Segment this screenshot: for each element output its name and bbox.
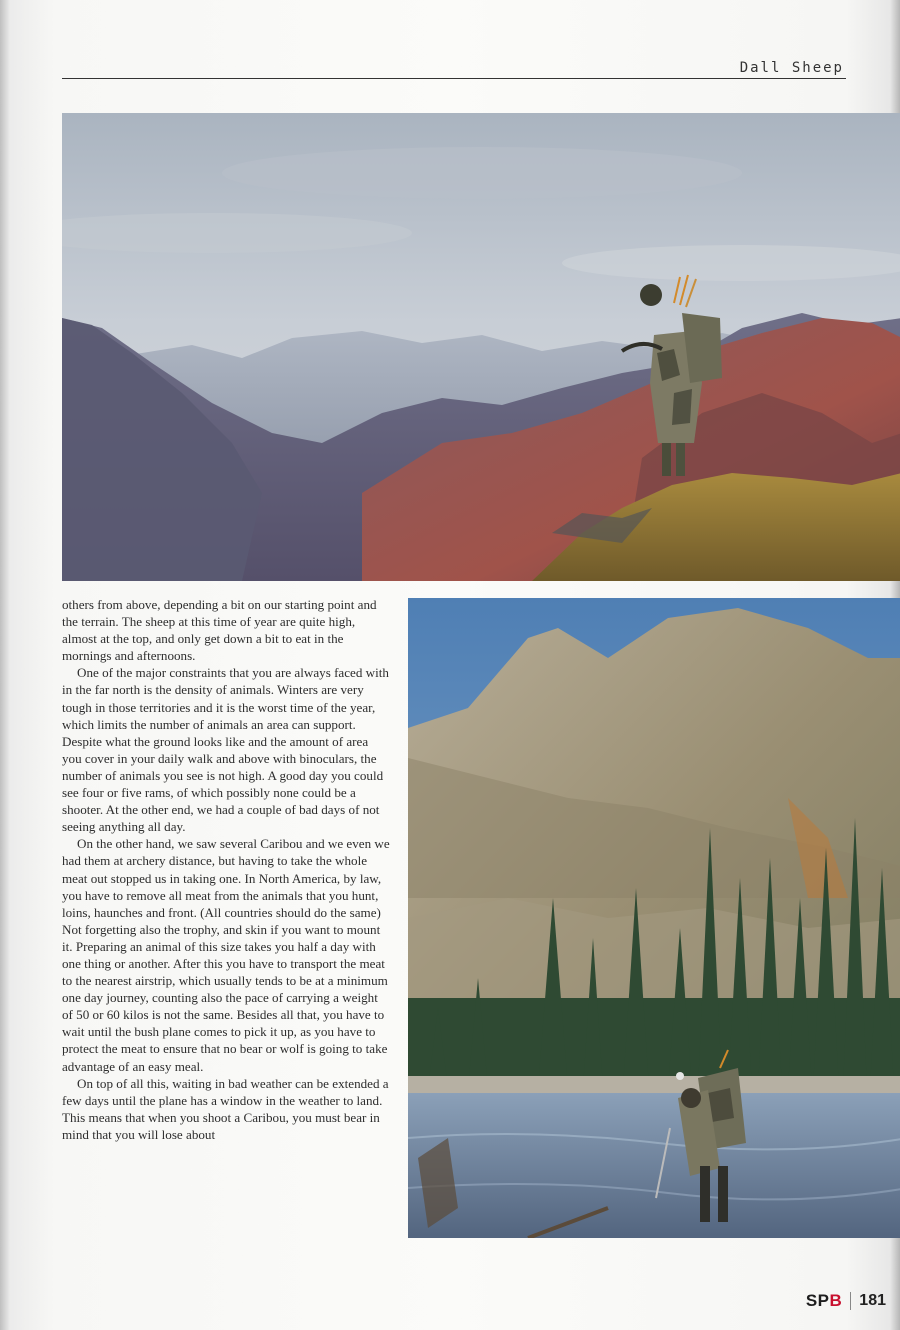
photo-bowhunter-on-ridge: [62, 113, 900, 581]
page-gutter-shadow: [0, 0, 10, 1330]
page-footer: [806, 1290, 886, 1312]
section-title: Dall Sheep: [739, 60, 844, 76]
river-valley-image: [408, 598, 900, 1238]
article-paragraph: One of the major constraints that you are always faced with in the far north is the density of animals. Winters are very tough in those territories and it is the worst time of the year, which limits the number of animals an area can support. Despite what the ground looks like and the amount of area you cover in your daily walk and above with binoculars, the number of animals you see is not high. A good day you could see four or five rams, of which possibly none could be a shooter. At the other end, we had a couple of bad days of not seeing anything all day.: [62, 665, 389, 835]
footer-divider: [850, 1292, 851, 1310]
header-rule: [62, 78, 846, 79]
magazine-logo: [806, 1291, 842, 1311]
logo-accent-text: B: [829, 1291, 843, 1310]
article-paragraph: others from above, depending a bit on our starting point and the terrain. The sheep at this time of year are quite high, almost at the top, and only get down a bit to eat in the mornings and afternoons.: [62, 597, 377, 664]
mountain-landscape-image: [62, 113, 900, 581]
logo-text: SP: [805, 1291, 830, 1310]
article-paragraph: On top of all this, waiting in bad weather can be extended a few days until the plane has a window in the weather to land. This means that when you shoot a Caribou, you must bear in mind that you will lose about: [62, 1075, 389, 1142]
page-number: 181: [859, 1292, 886, 1309]
photo-hunter-crossing-river: [408, 598, 900, 1238]
article-body: [62, 596, 390, 1256]
article-paragraph: On the other hand, we saw several Caribou and we even we had them at archery distance, but having to take the whole meat out stopped us in taking one. In North America, by law, you have to remove all meat from the animals that you hunt, loins, haunches and front. (All countries should do the same) Not forgetting also the trophy, and skin if you want to mount it. Preparing an animal of this size takes you half a day with one thing or another. After this you have to transport the meat to the nearest airstrip, which usually tends to be at a minimum one day journey, counting also the pace of carrying a weight of 50 or 60 kilos is not the same. Besides all that, you have to wait until the bush plane comes to pick it up, as you have to protect the meat to ensure that no bear or wolf is going to take advantage of an easy meal.: [62, 836, 390, 1074]
